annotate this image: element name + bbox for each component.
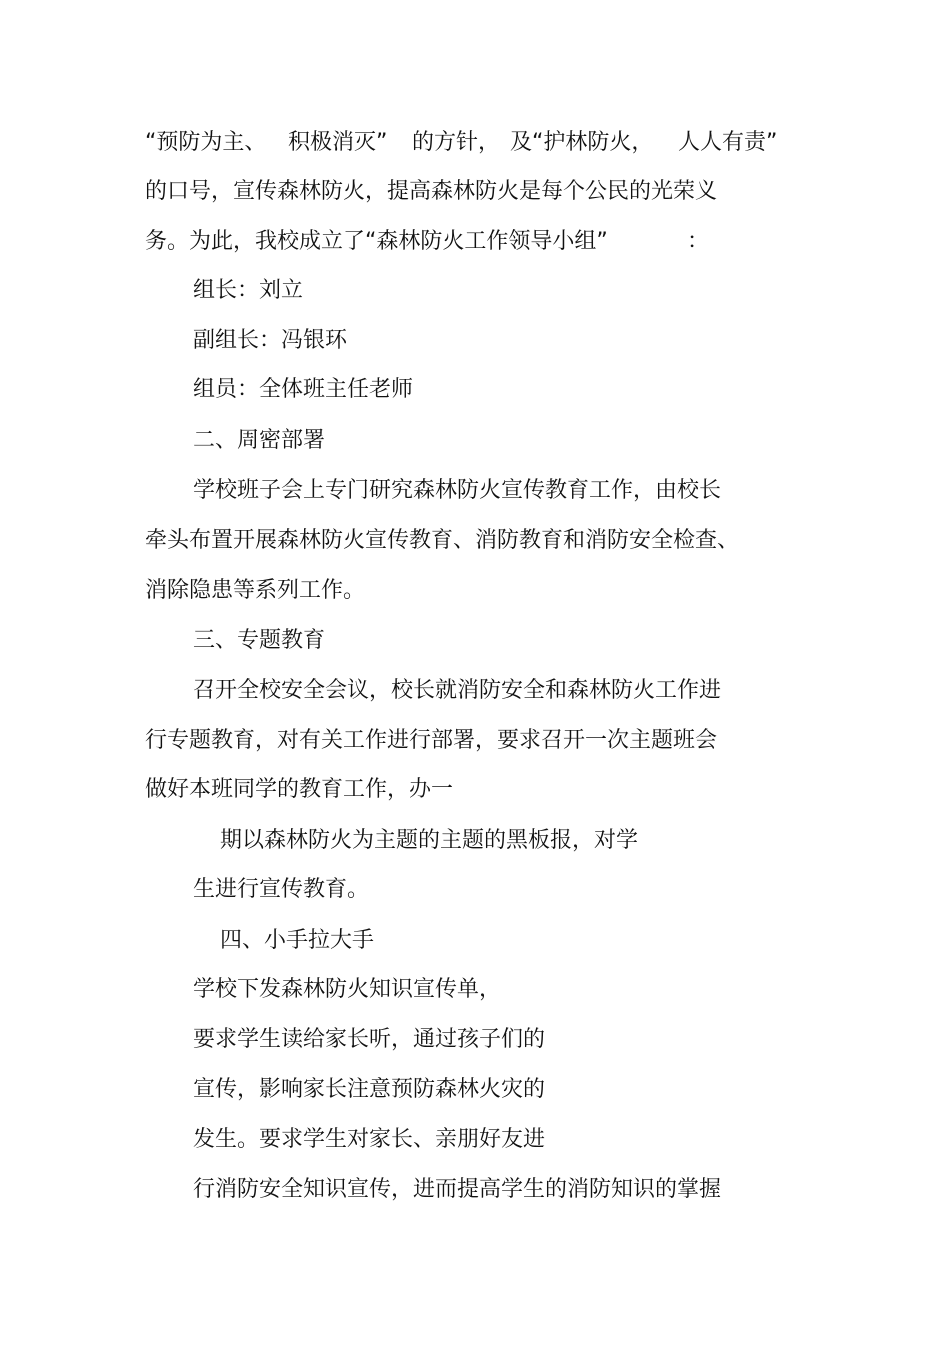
text-segment: 务。为此，我校成立了“森林防火工作领导小组” [145, 229, 608, 254]
text-segment: 及“护林防火， [510, 130, 654, 155]
paragraph-line: 学校下发森林防火知识宣传单， [193, 977, 502, 1002]
paragraph-line: 期以森林防火为主题的主题的黑板报，对学 [220, 828, 639, 853]
paragraph-line: 生进行宣传教育。 [193, 877, 370, 902]
text-segment: 的方针， [412, 130, 501, 155]
paragraph-line: 做好本班同学的教育工作，办一 [145, 777, 454, 802]
paragraph-line [145, 128, 805, 158]
paragraph-line: 学校班子会上专门研究森林防火宣传教育工作，由校长 [193, 478, 722, 503]
paragraph-line: 发生。要求学生对家长、亲朋好友进 [193, 1127, 546, 1152]
section-heading: 三、专题教育 [193, 628, 326, 653]
paragraph-line: 行消防安全知识宣传，进而提高学生的消防知识的掌握 [193, 1177, 722, 1202]
paragraph-line: 行专题教育，对有关工作进行部署，要求召开一次主题班会 [145, 728, 718, 753]
paragraph-line: 牵头布置开展森林防火宣传教育、消防教育和消防安全检查、 [145, 528, 740, 553]
section-heading: 二、周密部署 [193, 428, 326, 453]
text-segment: 积极消灭” [288, 130, 388, 155]
paragraph-line [145, 227, 725, 257]
text-segment: 人人有责” [678, 130, 778, 155]
paragraph-line: 宣传，影响家长注意预防森林火灾的 [193, 1077, 546, 1102]
paragraph-line: 组员：全体班主任老师 [193, 377, 414, 402]
paragraph-line: 副组长：冯银环 [193, 328, 348, 353]
text-segment: “预防为主、 [145, 130, 267, 155]
section-heading: 四、小手拉大手 [220, 928, 375, 953]
paragraph-line: 召开全校安全会议，校长就消防安全和森林防火工作进 [193, 678, 722, 703]
paragraph-line: 消除隐患等系列工作。 [145, 578, 366, 603]
paragraph-line: 要求学生读给家长听，通过孩子们的 [193, 1027, 546, 1052]
text-segment: ： [687, 229, 710, 254]
paragraph-line: 组长：刘立 [193, 278, 304, 303]
paragraph-line: 的口号，宣传森林防火，提高森林防火是每个公民的光荣义 [145, 179, 718, 204]
